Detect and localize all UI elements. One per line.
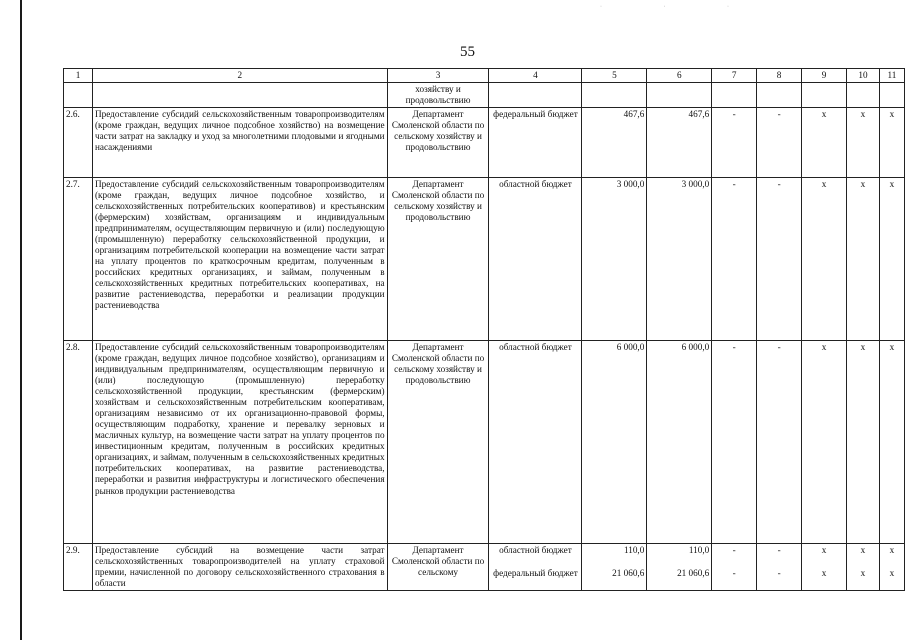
value-col-7: - [712, 341, 757, 544]
value-col-11: x [879, 108, 904, 178]
amount-regional: 110,0 [623, 545, 645, 556]
amount-col-5 [582, 544, 647, 591]
amount-col-6: 3 000,0 [647, 178, 712, 341]
row-number: 2.7. [64, 178, 93, 341]
program-table [63, 68, 905, 591]
value-col-9: x [802, 108, 847, 178]
funding-source [489, 544, 582, 591]
column-numbers-row [64, 69, 905, 83]
funding-source: областной бюджет [489, 341, 582, 544]
col-header-2: 2 [92, 69, 387, 83]
executor-cell: Департамент Смоленской области по сельскому хозяйству и продовольствию [387, 178, 489, 341]
scan-margin-line [20, 0, 22, 640]
value-col-10 [846, 544, 879, 591]
value-col-8: - [757, 341, 802, 544]
executor-cell: Департамент Смоленской области по сельскому хозяйству и продовольствию [387, 108, 489, 178]
funding-source-regional: областной бюджет [499, 545, 572, 556]
row-description: Предоставление субсидий сельскохозяйственным товаропроизводителям (кроме граждан, ведущих личное подсобное хозяйство) на возмещение части затрат на закладку и уход за многолетними плодовыми и ягодными насаждениями [92, 108, 387, 178]
value-regional: x [860, 545, 866, 556]
value-col-9: x [802, 341, 847, 544]
funding-source: областной бюджет [489, 178, 582, 341]
value-col-9: x [802, 178, 847, 341]
table-row-continuation [64, 83, 905, 108]
amount-federal: 21 060,6 [612, 568, 645, 579]
value-col-8 [757, 544, 802, 591]
amount-col-5: 6 000,0 [582, 341, 647, 544]
amount-regional: 110,0 [688, 545, 710, 556]
executor-cell: Департамент Смоленской области по сельскому хозяйству и продовольствию [387, 341, 489, 544]
row-number: 2.9. [64, 544, 93, 591]
executor-cell: хозяйству и продовольствию [387, 83, 489, 108]
amount-col-5: 467,6 [582, 108, 647, 178]
table-row-2-8 [64, 341, 905, 544]
value-col-8: - [757, 108, 802, 178]
col-header-11: 11 [879, 69, 904, 83]
row-description: Предоставление субсидий сельскохозяйственным товаропроизводителям (кроме граждан, ведущих личное подсобное хозяйство), организациям и индивидуальным предпринимателям, осуществляющим первичную и (или) последующую (промышленную) переработку сельскохозяйственной продукции, крестьянским (фермерским) хозяйствам и сельскохозяйственным потребительским кооперативам, организациям независимо от их организационно-правовой формы, осуществляющим подработку, хранение и перевалку зерновых и масличных культур, на возмещение части затрат на уплату процентов по инвестиционным кредитам, полученным в российских кредитных организациях, и займам, полученным в сельскохозяйственных кредитных потребительских кооперативах, на развитие растениеводства, переработки и развития инфраструктуры и логистического обеспечения рынков продукции растениеводства [92, 341, 387, 544]
col-header-6: 6 [647, 69, 712, 83]
col-header-10: 10 [846, 69, 879, 83]
value-col-8: - [757, 178, 802, 341]
col-header-1: 1 [64, 69, 93, 83]
value-regional: x [889, 545, 895, 556]
funding-source: федеральный бюджет [489, 108, 582, 178]
funding-source-federal: федеральный бюджет [493, 568, 578, 579]
value-col-7: - [712, 108, 757, 178]
table-row-2-6 [64, 108, 905, 178]
executor-cell: Департамент Смоленской области по сельскому [387, 544, 489, 591]
amount-federal: 21 060,6 [677, 568, 710, 579]
amount-col-6: 6 000,0 [647, 341, 712, 544]
value-col-10: x [846, 178, 879, 341]
value-col-9 [802, 544, 847, 591]
table-row-2-7 [64, 178, 905, 341]
value-col-11 [879, 544, 904, 591]
table-row-2-9 [64, 544, 905, 591]
col-header-3: 3 [387, 69, 489, 83]
col-header-5: 5 [582, 69, 647, 83]
value-regional: - [732, 545, 736, 556]
value-col-10: x [846, 341, 879, 544]
amount-col-6: 467,6 [647, 108, 712, 178]
value-col-11: x [879, 178, 904, 341]
col-header-8: 8 [757, 69, 802, 83]
row-description: Предоставление субсидий на возмещение части затрат сельскохозяйственных товаропроизводителей на уплату страховой премии, начисленной по договору сельскохозяйственного страхования в области [92, 544, 387, 591]
col-header-7: 7 [712, 69, 757, 83]
scan-specks: · · · [600, 4, 759, 10]
value-col-11: x [879, 341, 904, 544]
row-number: 2.6. [64, 108, 93, 178]
value-federal: - [732, 568, 736, 579]
value-regional: x [821, 545, 827, 556]
value-federal: x [821, 568, 827, 579]
row-number: 2.8. [64, 341, 93, 544]
value-col-7: - [712, 178, 757, 341]
amount-col-5: 3 000,0 [582, 178, 647, 341]
col-header-9: 9 [802, 69, 847, 83]
col-header-4: 4 [489, 69, 582, 83]
row-description: Предоставление субсидий сельскохозяйственным товаропроизводителям (кроме граждан, ведущих личное подсобное хозяйство, и сельскохозяйственных потребительских кооперативов) и крестьянским (фермерским) хозяйствам, организациям и индивидуальным предпринимателям, осуществляющим первичную и (или) последующую (промышленную) переработку сельскохозяйственной продукции, и организациям потребительской кооперации на возмещение части затрат на уплату процентов по краткосрочным кредитам, полученным в российских кредитных организациях, и займам, полученным в сельскохозяйственных кредитных потребительских кооперативах, на развитие растениеводства, переработки и реализации продукции растениеводства [92, 178, 387, 341]
amount-col-6 [647, 544, 712, 591]
value-federal: x [860, 568, 866, 579]
value-col-7 [712, 544, 757, 591]
value-federal: x [889, 568, 895, 579]
value-col-10: x [846, 108, 879, 178]
page-number: 55 [460, 44, 475, 60]
value-regional: - [777, 545, 781, 556]
value-federal: - [777, 568, 781, 579]
